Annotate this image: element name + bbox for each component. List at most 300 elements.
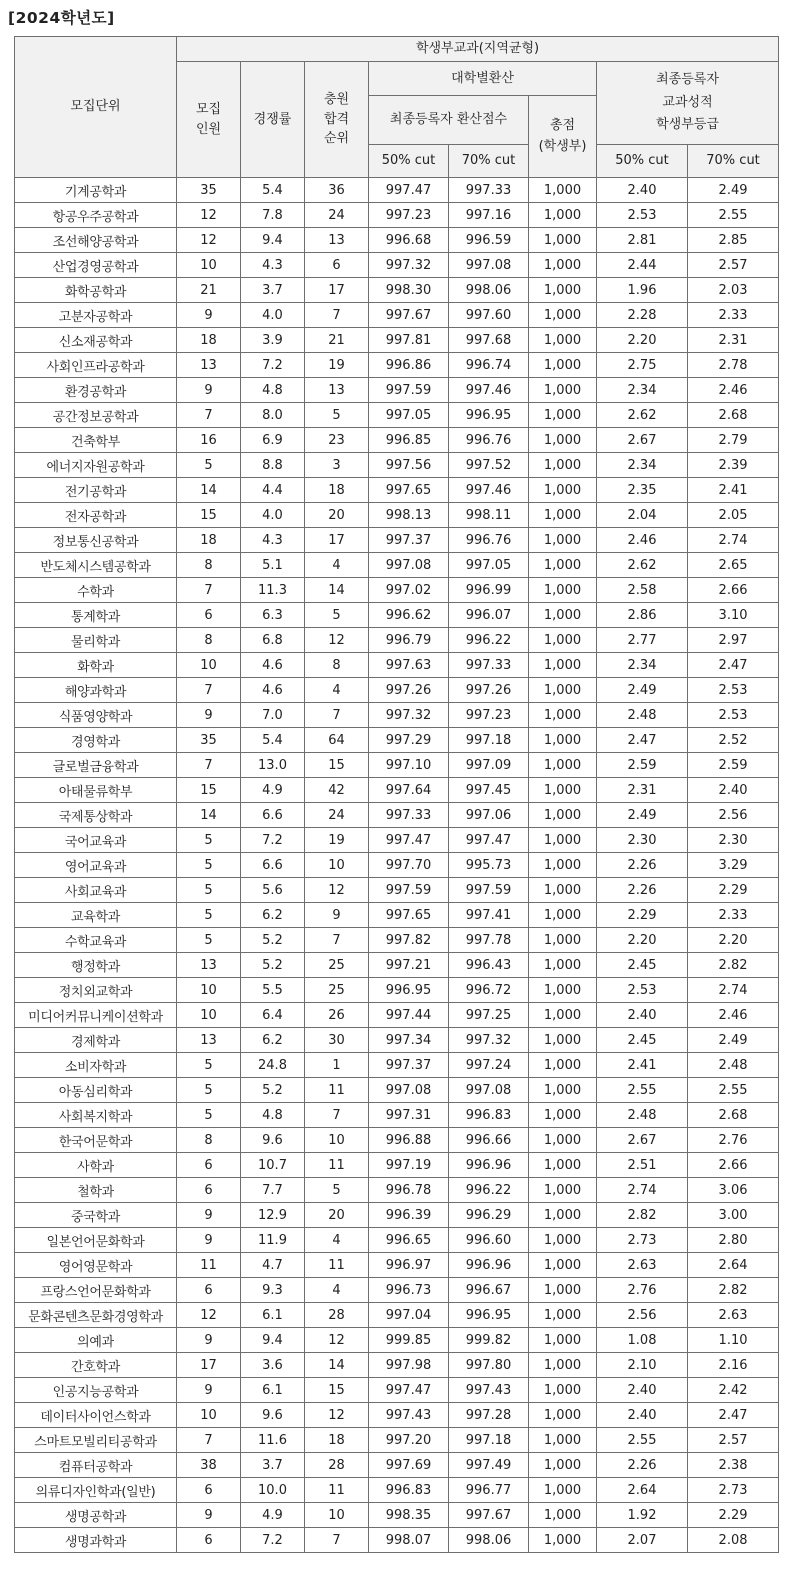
score50-cell: 997.64	[369, 778, 449, 803]
total-cell: 1,000	[529, 1378, 597, 1403]
dept-cell: 수학과	[15, 578, 177, 603]
waitlist-cell: 12	[305, 1328, 369, 1353]
quota-cell: 5	[177, 1103, 241, 1128]
total-cell: 1,000	[529, 653, 597, 678]
waitlist-cell: 13	[305, 228, 369, 253]
quota-cell: 7	[177, 753, 241, 778]
score70-cell: 997.08	[449, 253, 529, 278]
total-cell: 1,000	[529, 628, 597, 653]
grade50-cell: 2.10	[597, 1353, 688, 1378]
dept-cell: 전자공학과	[15, 503, 177, 528]
dept-cell: 식품영양학과	[15, 703, 177, 728]
waitlist-cell: 4	[305, 678, 369, 703]
quota-cell: 6	[177, 603, 241, 628]
score50-cell: 996.88	[369, 1128, 449, 1153]
quota-cell: 13	[177, 353, 241, 378]
competition-cell: 9.4	[241, 228, 305, 253]
total-cell: 1,000	[529, 1253, 597, 1278]
table-row	[15, 703, 779, 728]
score70-cell: 996.77	[449, 1478, 529, 1503]
grade50-cell: 2.34	[597, 453, 688, 478]
dept-cell: 아태물류학부	[15, 778, 177, 803]
header-track: 학생부교과(지역균형)	[177, 37, 779, 62]
dept-cell: 행정학과	[15, 953, 177, 978]
score50-cell: 997.32	[369, 253, 449, 278]
waitlist-cell: 13	[305, 378, 369, 403]
grade50-cell: 2.67	[597, 428, 688, 453]
dept-cell: 경영학과	[15, 728, 177, 753]
score70-cell: 996.96	[449, 1253, 529, 1278]
waitlist-cell: 64	[305, 728, 369, 753]
score50-cell: 996.85	[369, 428, 449, 453]
dept-cell: 미디어커뮤니케이션학과	[15, 1003, 177, 1028]
total-cell: 1,000	[529, 1178, 597, 1203]
total-cell: 1,000	[529, 1103, 597, 1128]
score50-cell: 997.02	[369, 578, 449, 603]
grade50-cell: 2.56	[597, 1303, 688, 1328]
grade50-cell: 2.34	[597, 378, 688, 403]
grade70-cell: 2.76	[688, 1128, 779, 1153]
score70-cell: 997.23	[449, 703, 529, 728]
score70-cell: 996.83	[449, 1103, 529, 1128]
table-row	[15, 1528, 779, 1553]
competition-cell: 6.2	[241, 903, 305, 928]
waitlist-cell: 28	[305, 1303, 369, 1328]
table-row	[15, 1453, 779, 1478]
grade50-cell: 2.20	[597, 328, 688, 353]
dept-cell: 문화콘텐츠문화경영학과	[15, 1303, 177, 1328]
dept-cell: 에너지자원공학과	[15, 453, 177, 478]
grade50-cell: 2.40	[597, 178, 688, 203]
quota-cell: 9	[177, 303, 241, 328]
dept-cell: 교육학과	[15, 903, 177, 928]
waitlist-cell: 9	[305, 903, 369, 928]
competition-cell: 8.8	[241, 453, 305, 478]
score70-cell: 996.67	[449, 1278, 529, 1303]
score70-cell: 999.82	[449, 1328, 529, 1353]
grade50-cell: 2.73	[597, 1228, 688, 1253]
competition-cell: 12.9	[241, 1203, 305, 1228]
competition-cell: 7.2	[241, 828, 305, 853]
waitlist-cell: 25	[305, 978, 369, 1003]
dept-cell: 경제학과	[15, 1028, 177, 1053]
dept-cell: 스마트모빌리티공학과	[15, 1428, 177, 1453]
table-row	[15, 178, 779, 203]
waitlist-cell: 12	[305, 1403, 369, 1428]
grade70-cell: 2.52	[688, 728, 779, 753]
table-row	[15, 1128, 779, 1153]
competition-cell: 6.1	[241, 1303, 305, 1328]
total-cell: 1,000	[529, 978, 597, 1003]
quota-cell: 10	[177, 253, 241, 278]
total-cell: 1,000	[529, 353, 597, 378]
table-row	[15, 1078, 779, 1103]
waitlist-cell: 6	[305, 253, 369, 278]
score70-cell: 997.09	[449, 753, 529, 778]
score50-cell: 997.31	[369, 1103, 449, 1128]
competition-cell: 9.4	[241, 1328, 305, 1353]
header-grade-cut50: 50% cut	[597, 145, 688, 178]
quota-cell: 5	[177, 878, 241, 903]
total-cell: 1,000	[529, 1403, 597, 1428]
grade70-cell: 2.56	[688, 803, 779, 828]
score50-cell: 997.19	[369, 1153, 449, 1178]
total-cell: 1,000	[529, 503, 597, 528]
total-cell: 1,000	[529, 678, 597, 703]
score50-cell: 997.04	[369, 1303, 449, 1328]
quota-cell: 35	[177, 178, 241, 203]
competition-cell: 4.3	[241, 528, 305, 553]
score70-cell: 996.29	[449, 1203, 529, 1228]
table-row	[15, 1178, 779, 1203]
quota-cell: 6	[177, 1478, 241, 1503]
score50-cell: 996.65	[369, 1228, 449, 1253]
competition-cell: 24.8	[241, 1053, 305, 1078]
header-final-grade-text: 최종등록자 교과성적 학생부등급	[656, 71, 719, 133]
waitlist-cell: 5	[305, 1178, 369, 1203]
grade50-cell: 2.53	[597, 203, 688, 228]
grade70-cell: 2.80	[688, 1228, 779, 1253]
score70-cell: 997.25	[449, 1003, 529, 1028]
waitlist-cell: 8	[305, 653, 369, 678]
total-cell: 1,000	[529, 1303, 597, 1328]
total-cell: 1,000	[529, 1128, 597, 1153]
score50-cell: 997.70	[369, 853, 449, 878]
waitlist-cell: 10	[305, 1128, 369, 1153]
quota-cell: 13	[177, 953, 241, 978]
competition-cell: 6.6	[241, 853, 305, 878]
dept-cell: 사회인프라공학과	[15, 353, 177, 378]
table-row	[15, 478, 779, 503]
score50-cell: 997.43	[369, 1403, 449, 1428]
quota-cell: 9	[177, 1378, 241, 1403]
score50-cell: 997.20	[369, 1428, 449, 1453]
table-row	[15, 978, 779, 1003]
score50-cell: 997.05	[369, 403, 449, 428]
grade50-cell: 1.08	[597, 1328, 688, 1353]
header-final-grade	[597, 62, 779, 145]
grade50-cell: 2.64	[597, 1478, 688, 1503]
header-waitlist	[305, 62, 369, 178]
score50-cell: 998.07	[369, 1528, 449, 1553]
quota-cell: 9	[177, 378, 241, 403]
competition-cell: 4.9	[241, 1503, 305, 1528]
header-cut50: 50% cut	[369, 145, 449, 178]
table-row	[15, 628, 779, 653]
grade50-cell: 2.76	[597, 1278, 688, 1303]
table-row	[15, 778, 779, 803]
score70-cell: 997.41	[449, 903, 529, 928]
competition-cell: 5.4	[241, 178, 305, 203]
grade70-cell: 2.79	[688, 428, 779, 453]
grade70-cell: 2.38	[688, 1453, 779, 1478]
total-cell: 1,000	[529, 853, 597, 878]
score50-cell: 996.73	[369, 1278, 449, 1303]
total-cell: 1,000	[529, 203, 597, 228]
competition-cell: 8.0	[241, 403, 305, 428]
grade70-cell: 2.57	[688, 1428, 779, 1453]
table-row	[15, 753, 779, 778]
dept-cell: 중국학과	[15, 1203, 177, 1228]
waitlist-cell: 7	[305, 928, 369, 953]
quota-cell: 6	[177, 1178, 241, 1203]
dept-cell: 반도체시스템공학과	[15, 553, 177, 578]
dept-cell: 사회복지학과	[15, 1103, 177, 1128]
table-row	[15, 1428, 779, 1453]
score70-cell: 997.06	[449, 803, 529, 828]
table-row	[15, 1503, 779, 1528]
score70-cell: 997.43	[449, 1378, 529, 1403]
score70-cell: 997.49	[449, 1453, 529, 1478]
quota-cell: 21	[177, 278, 241, 303]
dept-cell: 한국어문학과	[15, 1128, 177, 1153]
waitlist-cell: 3	[305, 453, 369, 478]
grade70-cell: 2.03	[688, 278, 779, 303]
dept-cell: 컴퓨터공학과	[15, 1453, 177, 1478]
score70-cell: 996.96	[449, 1153, 529, 1178]
header-grade-cut70: 70% cut	[688, 145, 779, 178]
grade70-cell: 2.46	[688, 1003, 779, 1028]
quota-cell: 9	[177, 1503, 241, 1528]
grade50-cell: 2.86	[597, 603, 688, 628]
dept-cell: 의예과	[15, 1328, 177, 1353]
table-row	[15, 1203, 779, 1228]
score70-cell: 997.78	[449, 928, 529, 953]
table-row	[15, 1028, 779, 1053]
total-cell: 1,000	[529, 1003, 597, 1028]
total-cell: 1,000	[529, 728, 597, 753]
quota-cell: 5	[177, 853, 241, 878]
grade50-cell: 2.20	[597, 928, 688, 953]
grade50-cell: 2.45	[597, 1028, 688, 1053]
grade70-cell: 2.59	[688, 753, 779, 778]
grade70-cell: 3.06	[688, 1178, 779, 1203]
competition-cell: 4.7	[241, 1253, 305, 1278]
competition-cell: 4.6	[241, 678, 305, 703]
grade70-cell: 1.10	[688, 1328, 779, 1353]
grade70-cell: 2.68	[688, 1103, 779, 1128]
page-title: [2024학년도]	[8, 9, 115, 27]
header-cut70: 70% cut	[449, 145, 529, 178]
grade70-cell: 2.20	[688, 928, 779, 953]
score70-cell: 997.24	[449, 1053, 529, 1078]
table-row	[15, 853, 779, 878]
score50-cell: 997.10	[369, 753, 449, 778]
score70-cell: 996.76	[449, 528, 529, 553]
score70-cell: 996.43	[449, 953, 529, 978]
quota-cell: 11	[177, 1253, 241, 1278]
competition-cell: 5.2	[241, 928, 305, 953]
grade70-cell: 2.53	[688, 678, 779, 703]
table-row	[15, 928, 779, 953]
competition-cell: 3.6	[241, 1353, 305, 1378]
quota-cell: 6	[177, 1278, 241, 1303]
grade70-cell: 3.10	[688, 603, 779, 628]
table-row	[15, 728, 779, 753]
dept-cell: 인공지능공학과	[15, 1378, 177, 1403]
waitlist-cell: 10	[305, 853, 369, 878]
grade70-cell: 3.29	[688, 853, 779, 878]
total-cell: 1,000	[529, 1428, 597, 1453]
waitlist-cell: 7	[305, 1103, 369, 1128]
dept-cell: 간호학과	[15, 1353, 177, 1378]
competition-cell: 6.2	[241, 1028, 305, 1053]
header-total-score-text: 총점 (학생부)	[538, 117, 587, 154]
quota-cell: 9	[177, 1328, 241, 1353]
grade70-cell: 2.31	[688, 328, 779, 353]
waitlist-cell: 36	[305, 178, 369, 203]
waitlist-cell: 12	[305, 628, 369, 653]
quota-cell: 8	[177, 1128, 241, 1153]
grade50-cell: 2.47	[597, 728, 688, 753]
table-row	[15, 1153, 779, 1178]
competition-cell: 4.8	[241, 378, 305, 403]
waitlist-cell: 12	[305, 878, 369, 903]
competition-cell: 13.0	[241, 753, 305, 778]
table-row	[15, 453, 779, 478]
grade70-cell: 2.33	[688, 903, 779, 928]
competition-cell: 9.3	[241, 1278, 305, 1303]
grade50-cell: 2.77	[597, 628, 688, 653]
waitlist-cell: 5	[305, 403, 369, 428]
quota-cell: 10	[177, 1403, 241, 1428]
competition-cell: 3.7	[241, 1453, 305, 1478]
waitlist-cell: 25	[305, 953, 369, 978]
dept-cell: 사회교육과	[15, 878, 177, 903]
total-cell: 1,000	[529, 1153, 597, 1178]
score70-cell: 997.16	[449, 203, 529, 228]
table-row	[15, 678, 779, 703]
table-row	[15, 1328, 779, 1353]
dept-cell: 정치외교학과	[15, 978, 177, 1003]
grade70-cell: 2.16	[688, 1353, 779, 1378]
dept-cell: 공간정보공학과	[15, 403, 177, 428]
table-row	[15, 1403, 779, 1428]
score70-cell: 998.06	[449, 1528, 529, 1553]
dept-cell: 신소재공학과	[15, 328, 177, 353]
competition-cell: 3.9	[241, 328, 305, 353]
table-row	[15, 903, 779, 928]
grade70-cell: 2.41	[688, 478, 779, 503]
table-row	[15, 1253, 779, 1278]
header-final-enrollee-score: 최종등록자 환산점수	[369, 96, 529, 145]
grade70-cell: 2.74	[688, 978, 779, 1003]
waitlist-cell: 11	[305, 1478, 369, 1503]
grade70-cell: 2.05	[688, 503, 779, 528]
dept-cell: 의류디자인학과(일반)	[15, 1478, 177, 1503]
waitlist-cell: 23	[305, 428, 369, 453]
table-row	[15, 503, 779, 528]
table-row	[15, 228, 779, 253]
quota-cell: 35	[177, 728, 241, 753]
quota-cell: 14	[177, 478, 241, 503]
score70-cell: 997.26	[449, 678, 529, 703]
grade50-cell: 2.26	[597, 1453, 688, 1478]
waitlist-cell: 24	[305, 203, 369, 228]
grade50-cell: 2.04	[597, 503, 688, 528]
grade50-cell: 2.62	[597, 553, 688, 578]
total-cell: 1,000	[529, 603, 597, 628]
dept-cell: 영어영문학과	[15, 1253, 177, 1278]
table-header	[15, 37, 779, 178]
total-cell: 1,000	[529, 1453, 597, 1478]
score50-cell: 997.81	[369, 328, 449, 353]
grade50-cell: 2.46	[597, 528, 688, 553]
quota-cell: 13	[177, 1028, 241, 1053]
dept-cell: 기계공학과	[15, 178, 177, 203]
score50-cell: 996.78	[369, 1178, 449, 1203]
waitlist-cell: 18	[305, 1428, 369, 1453]
grade70-cell: 2.39	[688, 453, 779, 478]
waitlist-cell: 20	[305, 1203, 369, 1228]
table-row	[15, 828, 779, 853]
quota-cell: 6	[177, 1528, 241, 1553]
grade70-cell: 2.73	[688, 1478, 779, 1503]
header-competition: 경쟁률	[241, 62, 305, 178]
total-cell: 1,000	[529, 878, 597, 903]
dept-cell: 화학공학과	[15, 278, 177, 303]
dept-cell: 생명공학과	[15, 1503, 177, 1528]
dept-cell: 환경공학과	[15, 378, 177, 403]
score50-cell: 997.69	[369, 1453, 449, 1478]
total-cell: 1,000	[529, 1028, 597, 1053]
table-row	[15, 1103, 779, 1128]
table-row	[15, 278, 779, 303]
score70-cell: 996.76	[449, 428, 529, 453]
grade70-cell: 2.85	[688, 228, 779, 253]
grade50-cell: 2.35	[597, 478, 688, 503]
waitlist-cell: 10	[305, 1503, 369, 1528]
waitlist-cell: 14	[305, 1353, 369, 1378]
quota-cell: 6	[177, 1153, 241, 1178]
competition-cell: 4.0	[241, 303, 305, 328]
quota-cell: 5	[177, 903, 241, 928]
quota-cell: 5	[177, 828, 241, 853]
grade70-cell: 2.63	[688, 1303, 779, 1328]
total-cell: 1,000	[529, 478, 597, 503]
total-cell: 1,000	[529, 578, 597, 603]
dept-cell: 화학과	[15, 653, 177, 678]
waitlist-cell: 5	[305, 603, 369, 628]
table-row	[15, 428, 779, 453]
score50-cell: 996.68	[369, 228, 449, 253]
total-cell: 1,000	[529, 1278, 597, 1303]
competition-cell: 10.0	[241, 1478, 305, 1503]
score50-cell: 997.29	[369, 728, 449, 753]
score50-cell: 996.83	[369, 1478, 449, 1503]
grade70-cell: 2.40	[688, 778, 779, 803]
score50-cell: 997.37	[369, 1053, 449, 1078]
grade50-cell: 2.67	[597, 1128, 688, 1153]
table-body	[15, 178, 779, 1553]
quota-cell: 7	[177, 403, 241, 428]
score50-cell: 999.85	[369, 1328, 449, 1353]
total-cell: 1,000	[529, 453, 597, 478]
score50-cell: 997.63	[369, 653, 449, 678]
score50-cell: 997.98	[369, 1353, 449, 1378]
table-row	[15, 303, 779, 328]
dept-cell: 철학과	[15, 1178, 177, 1203]
table-row	[15, 553, 779, 578]
dept-cell: 생명과학과	[15, 1528, 177, 1553]
score70-cell: 996.74	[449, 353, 529, 378]
competition-cell: 4.9	[241, 778, 305, 803]
score50-cell: 996.97	[369, 1253, 449, 1278]
score70-cell: 996.95	[449, 403, 529, 428]
score50-cell: 997.37	[369, 528, 449, 553]
waitlist-cell: 15	[305, 753, 369, 778]
table-row	[15, 878, 779, 903]
